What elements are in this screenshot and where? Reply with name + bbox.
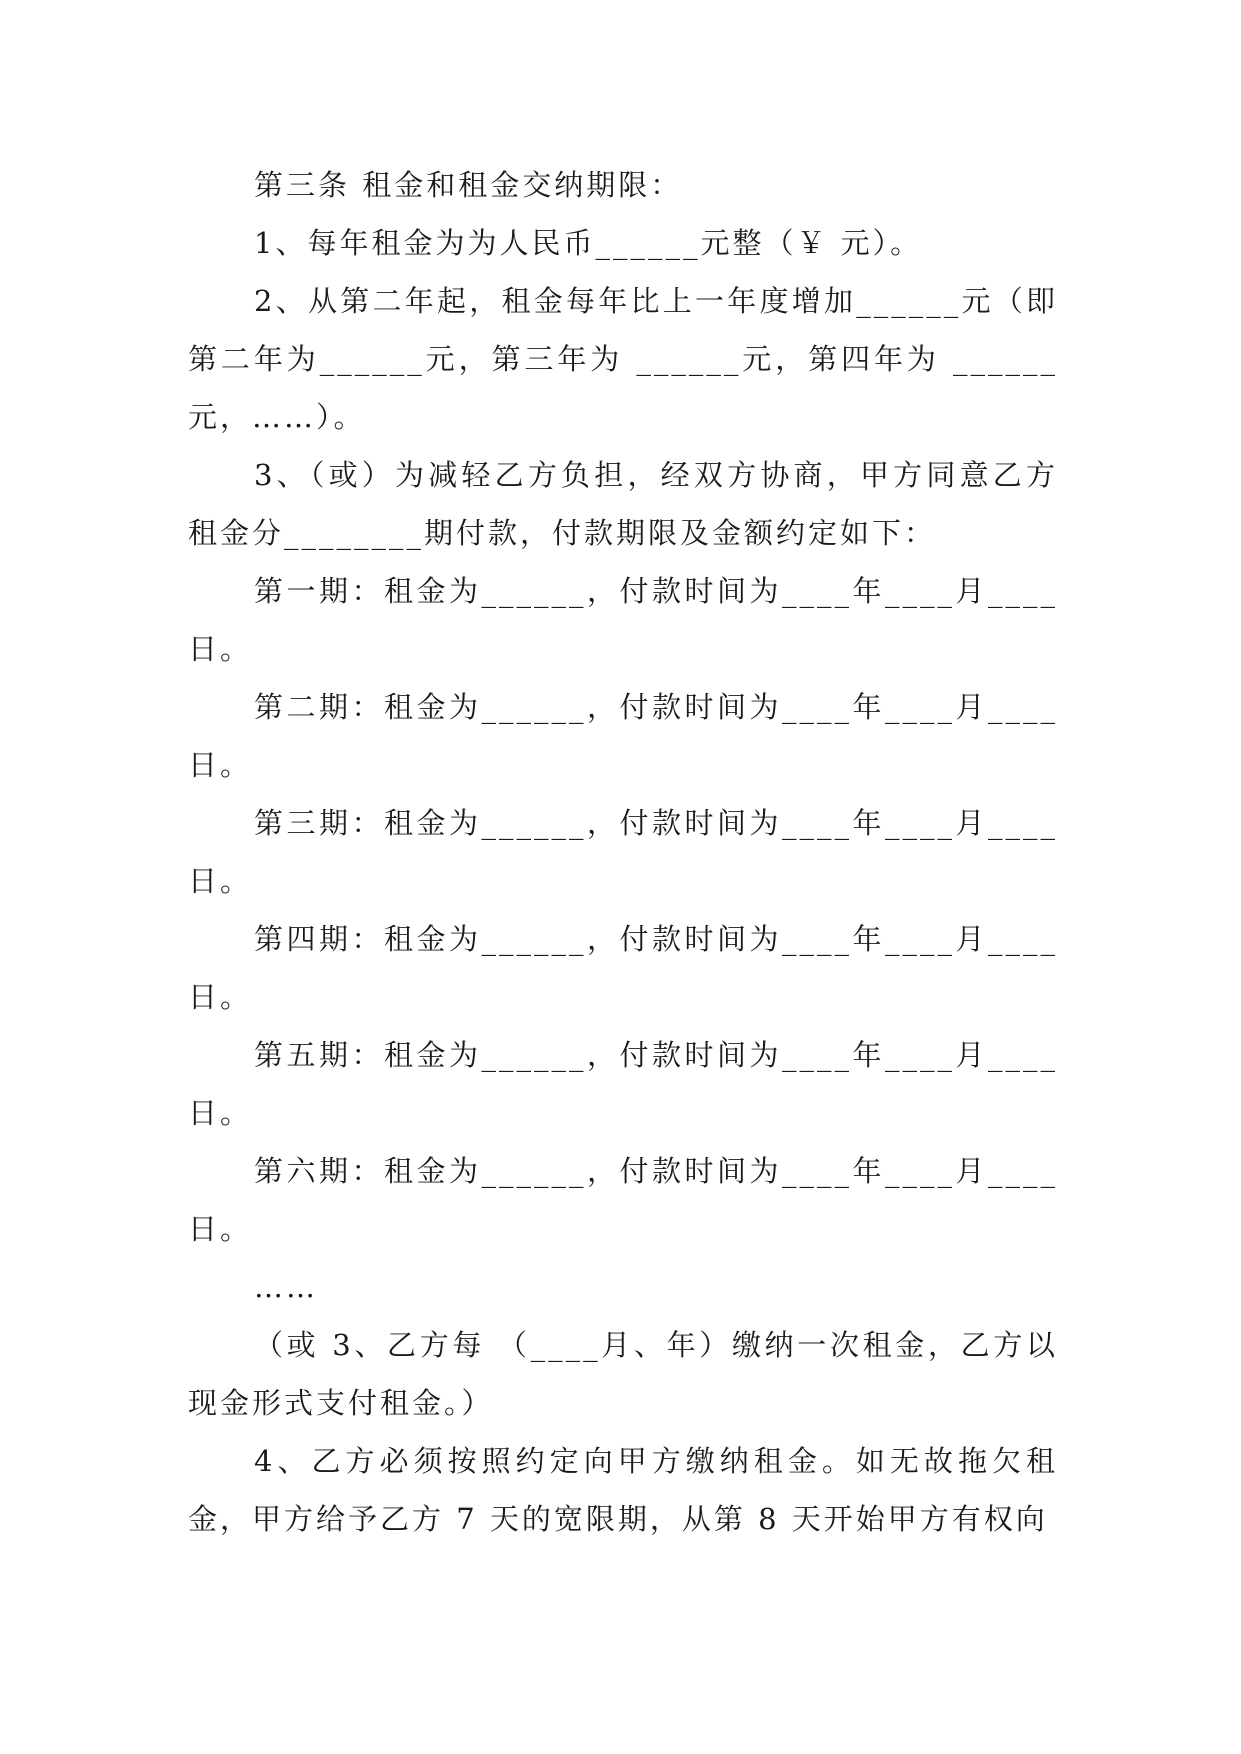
clause-3: 3、（或）为减轻乙方负担，经双方协商，甲方同意乙方租金分________期付款，付款期限及金额约定如下： bbox=[188, 458, 1058, 550]
installment-5: 第五期：租金为______，付款时间为____年____月____日。 bbox=[188, 1038, 1058, 1130]
clause-4: 4、乙方必须按照约定向甲方缴纳租金。如无故拖欠租金，甲方给予乙方 7 天的宽限期，从第 8 天开始甲方有权向 bbox=[188, 1444, 1058, 1536]
alternative-clause-3: （或 3、乙方每 （____月、年）缴纳一次租金，乙方以现金形式支付租金。） bbox=[188, 1328, 1058, 1420]
ellipsis-line: …… bbox=[254, 1270, 318, 1304]
document-body bbox=[188, 156, 1058, 1548]
installment-2: 第二期：租金为______，付款时间为____年____月____日。 bbox=[188, 690, 1058, 782]
installment-3: 第三期：租金为______，付款时间为____年____月____日。 bbox=[188, 806, 1058, 898]
article-heading: 第三条 租金和租金交纳期限： bbox=[254, 168, 683, 202]
installment-6: 第六期：租金为______，付款时间为____年____月____日。 bbox=[188, 1154, 1058, 1246]
clause-2: 2、从第二年起，租金每年比上一年度增加______元（即第二年为______元，第三年为 ______元，第四年为 ______元，……）。 bbox=[188, 284, 1058, 434]
installment-1: 第一期：租金为______，付款时间为____年____月____日。 bbox=[188, 574, 1058, 666]
installment-4: 第四期：租金为______，付款时间为____年____月____日。 bbox=[188, 922, 1058, 1014]
clause-1: 1、每年租金为为人民币______元整（￥ 元）。 bbox=[254, 226, 923, 260]
